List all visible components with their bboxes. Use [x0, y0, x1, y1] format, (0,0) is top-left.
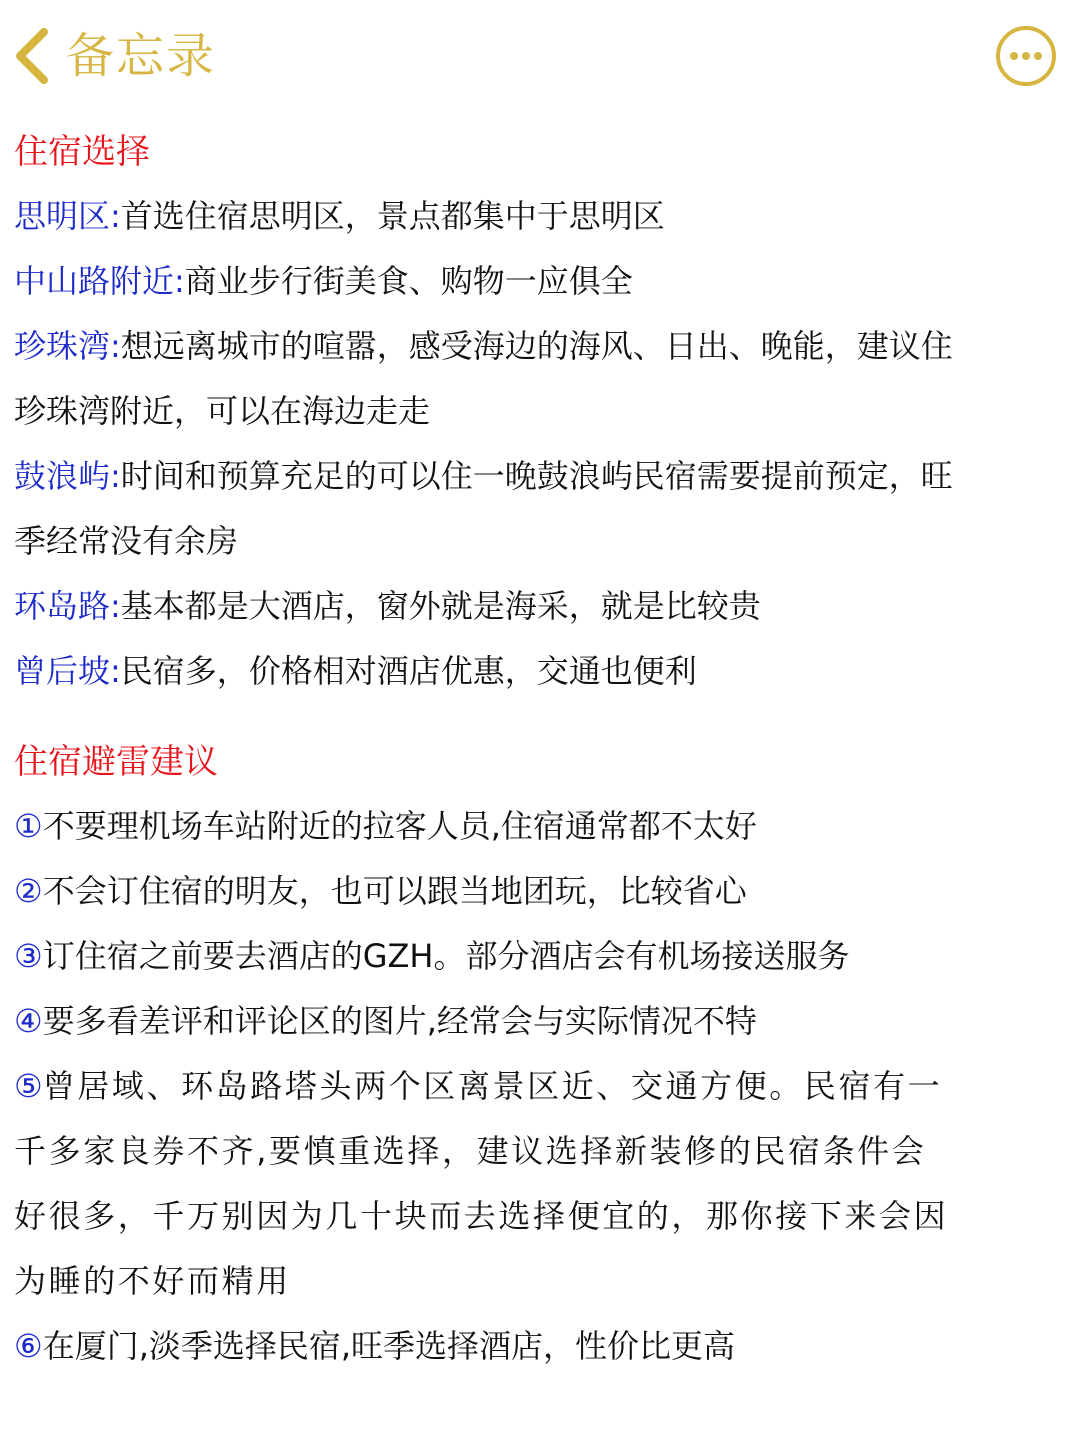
tip-text: 不会订住宿的明友，也可以跟当地团玩，比较省心: [42, 872, 747, 910]
note-line: [14, 639, 1074, 704]
area-text: 想远离城市的喧嚣，感受海边的海风、日出、晚能，建议住: [120, 327, 953, 365]
area-text: 基本都是大酒店，窗外就是海采，就是比较贵: [120, 587, 761, 625]
tip-line: [14, 989, 1074, 1054]
area-label: 思明区:: [14, 197, 121, 235]
chevron-left-icon: [12, 26, 52, 86]
more-horizontal-icon: [994, 24, 1058, 88]
section-title-tips: 住宿避雷建议: [14, 742, 218, 782]
note-line: [14, 314, 1074, 379]
note-line: [14, 249, 1074, 314]
section-title-accommodation: 住宿选择: [14, 132, 150, 172]
tip-number: ②: [14, 872, 43, 910]
tip-line: [14, 1314, 1074, 1379]
tip-number: ③: [14, 937, 43, 975]
tip-line: [14, 1054, 1074, 1119]
tip-text: 在厦门,淡季选择民宿,旺季选择酒店，性价比更高: [42, 1327, 736, 1365]
area-text: 首选住宿思明区，景点都集中于思明区: [120, 197, 665, 235]
note-line: [14, 509, 1074, 574]
tip-text: 订住宿之前要去酒店的GZH。部分酒店会有机场接送服务: [42, 937, 850, 975]
area-text: 商业步行街美食、购物一应俱全: [184, 262, 633, 300]
tip-number: ⑥: [14, 1327, 43, 1365]
navigation-bar: [0, 0, 1080, 118]
tip-text: 要多看差评和评论区的图片,经常会与实际情况不特: [42, 1002, 757, 1040]
note-content: [14, 120, 1074, 1379]
area-text: 珍珠湾附近，可以在海边走走: [14, 392, 431, 430]
area-label: 珍珠湾:: [14, 327, 121, 365]
back-button[interactable]: [12, 22, 216, 90]
tip-number: ①: [14, 807, 43, 845]
area-text: 季经常没有余房: [14, 522, 239, 560]
area-text: 民宿多，价格相对酒店优惠，交通也便利: [120, 652, 697, 690]
tip-text: 好很多，千万别因为几十块而去选择便宜的，那你接下来会因: [14, 1197, 949, 1235]
tip-text: 不要理机场车站附近的拉客人员,住宿通常都不太好: [42, 807, 757, 845]
tip-line: [14, 1184, 1074, 1249]
area-label: 鼓浪屿:: [14, 457, 121, 495]
tip-text: 曾居域、环岛路塔头两个区离景区近、交通方便。民宿有一: [42, 1067, 943, 1105]
more-button[interactable]: [994, 24, 1058, 88]
tip-text: 千多家良券不齐,要慎重选择，建议选择新装修的民宿条件会: [14, 1132, 927, 1170]
area-label: 中山路附近:: [14, 262, 185, 300]
page-title: 备忘录: [66, 28, 217, 84]
tip-line: [14, 794, 1074, 859]
note-line: [14, 574, 1074, 639]
area-text: 时间和预算充足的可以住一晚鼓浪屿民宿需要提前预定，旺: [120, 457, 953, 495]
section-spacer: [14, 704, 1074, 730]
tip-line: [14, 1119, 1074, 1184]
tip-number: ⑤: [14, 1067, 43, 1105]
tip-number: ④: [14, 1002, 43, 1040]
tip-text: 为睡的不好而精用: [14, 1262, 291, 1300]
note-line: [14, 184, 1074, 249]
tip-line: [14, 1249, 1074, 1314]
area-label: 环岛路:: [14, 587, 121, 625]
tip-line: [14, 924, 1074, 989]
area-label: 曾后坡:: [14, 652, 121, 690]
tip-line: [14, 859, 1074, 924]
note-line: [14, 444, 1074, 509]
note-line: [14, 379, 1074, 444]
